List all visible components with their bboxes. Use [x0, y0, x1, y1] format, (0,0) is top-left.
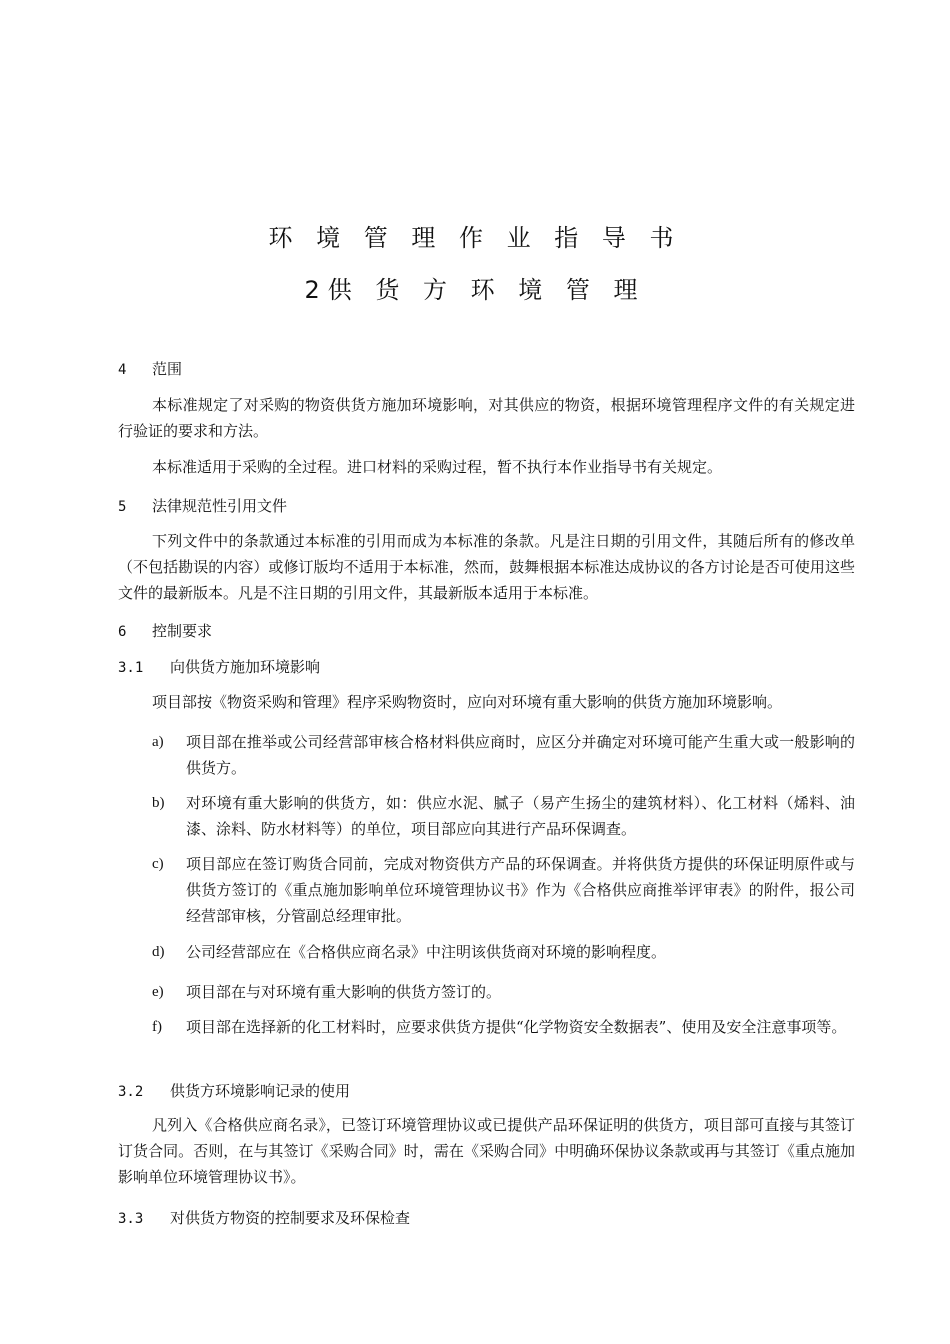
section-title: 控制要求: [152, 622, 213, 640]
list-item-text: 项目部在推举或公司经营部审核合格材料供应商时，应区分并确定对环境可能产生重大或一般影响的供货方。: [186, 733, 855, 777]
section-heading-6: [118, 620, 212, 641]
list-item-c: [152, 851, 855, 929]
paragraph-scope-1: 本标准规定了对采购的物资供货方施加环境影响，对其供应的物资，根据环境管理程序文件的有关规定进行验证的要求和方法。: [118, 396, 855, 440]
list-item-a: [152, 729, 855, 781]
section-title: 供货方环境影响记录的使用: [170, 1082, 351, 1100]
section-title: 法律规范性引用文件: [152, 497, 288, 515]
list-marker: a): [152, 734, 164, 750]
section-number: 6: [118, 624, 127, 640]
section-number: 3.2: [118, 1084, 144, 1100]
list-item-e: [152, 979, 855, 1005]
list-marker: d): [152, 944, 165, 960]
document-subtitle: 2供 货 方 环 境 管 理: [304, 276, 646, 304]
section-heading-4: [118, 358, 182, 379]
list-item-b: [152, 790, 855, 842]
list-item-text: 项目部在选择新的化工材料时，应要求供货方提供“化学物资安全数据表”、使用及安全注意事项等。: [186, 1018, 847, 1036]
section-number: 3.1: [118, 660, 144, 676]
list-item-text: 项目部在与对环境有重大影响的供货方签订的。: [186, 983, 502, 1001]
list-marker: c): [152, 856, 164, 872]
section-heading-3-2: [118, 1080, 350, 1101]
list-item-text: 项目部应在签订购货合同前，完成对物资供方产品的环保调查。并将供货方提供的环保证明原件或与供货方签订的《重点施加影响单位环境管理协议书》作为《合格供应商推举评审表》的附件，报公司经营部审核，分管副总经理审批。: [186, 855, 855, 925]
paragraph-purchasing: 项目部按《物资采购和管理》程序采购物资时，应向对环境有重大影响的供货方施加环境影响。: [152, 693, 783, 711]
list-marker: f): [152, 1019, 162, 1035]
section-number: 5: [118, 499, 127, 515]
document-title: 环 境 管 理 作 业 指 导 书: [268, 224, 682, 252]
list-marker: b): [152, 795, 165, 811]
paragraph-records: 凡列入《合格供应商名录》，已签订环境管理协议或已提供产品环保证明的供货方，项目部可直接与其签订订货合同。否则，在与其签订《采购合同》时，需在《采购合同》中明确环保协议条款或再与其签订《重点施加影响单位环境管理协议书》。: [118, 1116, 855, 1186]
list-item-d: [152, 939, 855, 965]
list-item-text: 对环境有重大影响的供货方，如：供应水泥、腻子（易产生扬尘的建筑材料）、化工材料（烯料、油漆、涂料、防水材料等）的单位，项目部应向其进行产品环保调查。: [186, 794, 855, 838]
section-title: 范围: [152, 360, 183, 378]
paragraph-scope-2: 本标准适用于采购的全过程。进口材料的采购过程，暂不执行本作业指导书有关规定。: [152, 458, 723, 476]
section-number: 4: [118, 362, 127, 378]
section-heading-3-3: [118, 1207, 410, 1228]
paragraph-references: 下列文件中的条款通过本标准的引用而成为本标准的条款。凡是注日期的引用文件，其随后所有的修改单（不包括勘误的内容）或修订版均不适用于本标准，然而，鼓舞根据本标准达成协议的各方讨论是否可使用这些文件的最新版本。凡是不注日期的引用文件，其最新版本适用于本标准。: [118, 532, 855, 602]
section-number: 3.3: [118, 1211, 144, 1227]
list-item-f: [152, 1014, 855, 1040]
section-heading-3-1: [118, 656, 320, 677]
section-title: 对供货方物资的控制要求及环保检查: [170, 1209, 411, 1227]
section-heading-5: [118, 495, 287, 516]
list-marker: e): [152, 984, 164, 1000]
section-title: 向供货方施加环境影响: [170, 658, 321, 676]
list-item-text: 公司经营部应在《合格供应商名录》中注明该供货商对环境的影响程度。: [186, 943, 667, 961]
